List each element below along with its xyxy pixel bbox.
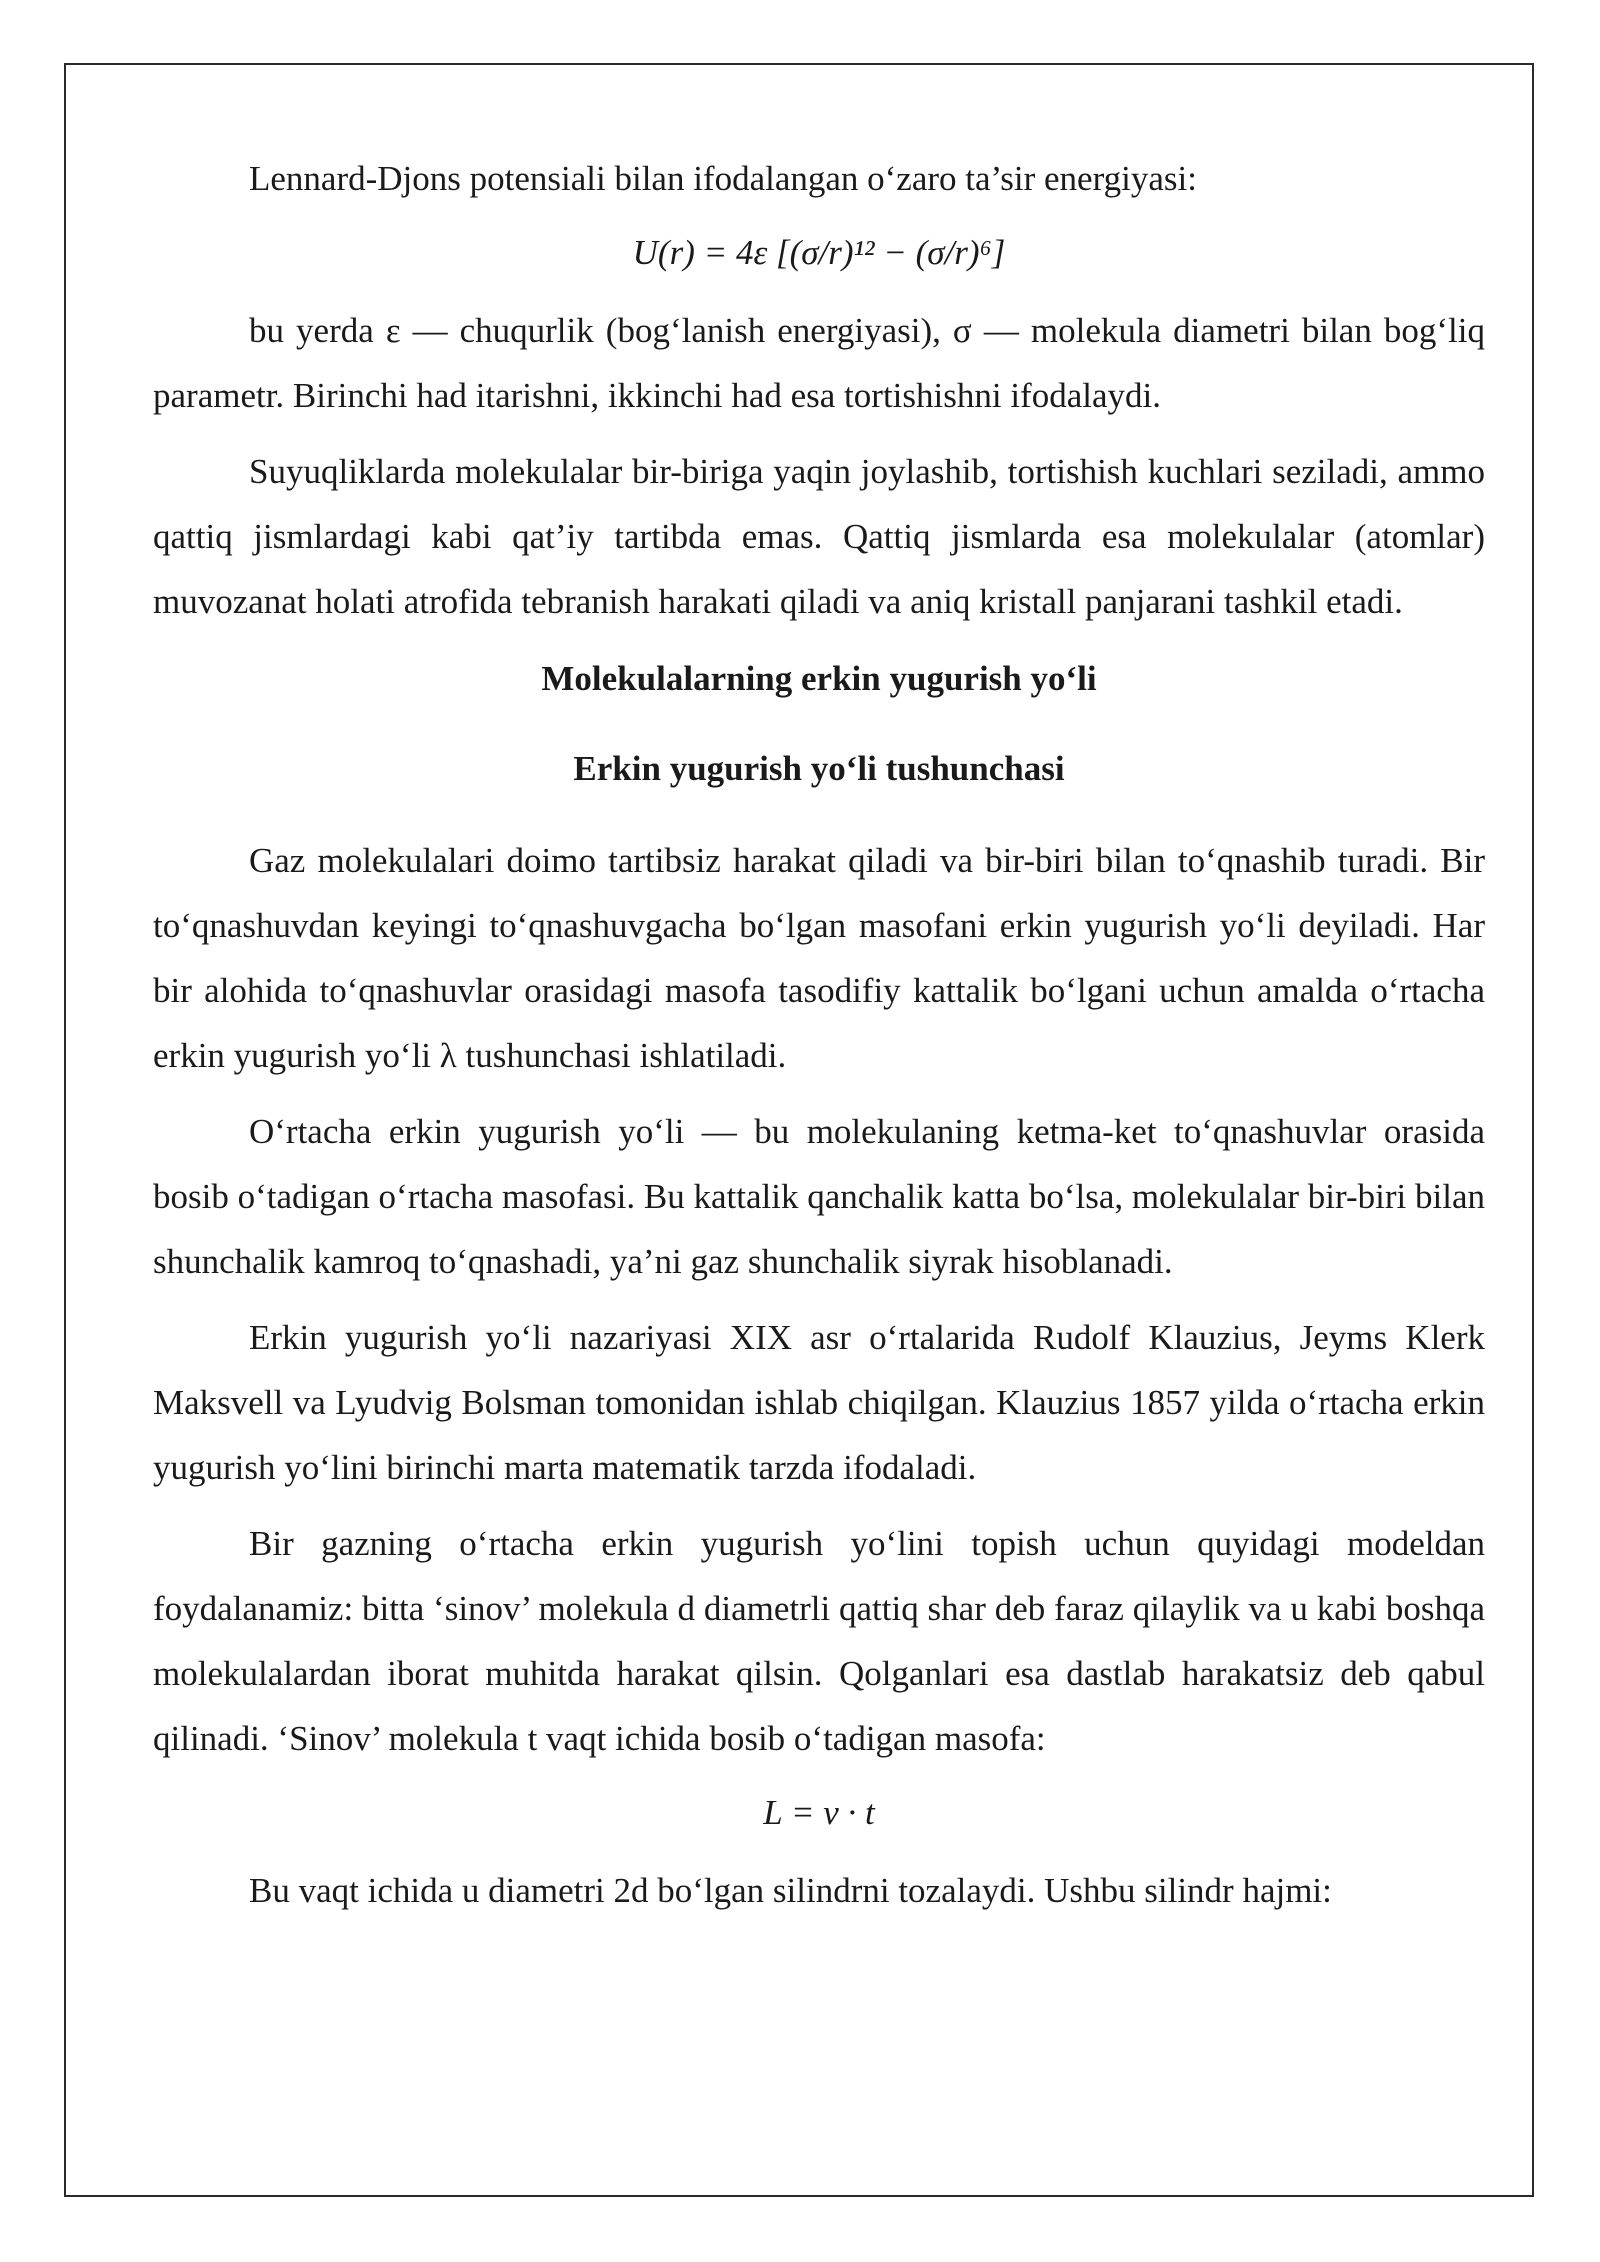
paragraph-liquids-solids: Suyuqliklarda molekulalar bir-biriga yaqin joylashib, tortishish kuchlari seziladi, ammo qattiq jismlardagi kabi qat’iy tartibda emas. Qattiq jismlarda esa molekulalar (atomlar) muvozanat holati atrofida tebranish harakati qiladi va aniq kristall panjarani tashkil etadi. — [153, 452, 1485, 621]
document-body — [153, 146, 1485, 1934]
paragraph-mean-free-path-definition: O‘rtacha erkin yugurish yo‘li — bu molekulaning ketma-ket to‘qnashuvlar orasida bosib o‘tadigan o‘rtacha masofasi. Bu kattalik qanchalik katta bo‘lsa, molekulalar bir-biri bilan shunchalik kamroq to‘qnashadi, ya’ni gaz shunchalik siyrak hisoblanadi. — [153, 1112, 1485, 1281]
paragraph-explanation: bu yerda ε — chuqurlik (bog‘lanish energiyasi), σ — molekula diametri bilan bog‘liq parametr. Birinchi had itarishni, ikkinchi had esa tortishishni ifodalaydi. — [153, 311, 1485, 415]
paragraph-cylinder: Bu vaqt ichida u diametri 2d bo‘lgan silindrni tozalaydi. Ushbu silindr hajmi: — [249, 1871, 1332, 1910]
paragraph-intro: Lennard-Djons potensiali bilan ifodalangan o‘zaro ta’sir energiyasi: — [249, 159, 1197, 198]
formula-lennard-jones: U(r) = 4ε [(σ/r)¹² − (σ/r)⁶] — [632, 233, 1006, 272]
subsection-heading: Erkin yugurish yo‘li tushunchasi — [573, 749, 1065, 788]
paragraph-collisions: Gaz molekulalari doimo tartibsiz harakat qiladi va bir-biri bilan to‘qnashib turadi. Bir to‘qnashuvdan keyingi to‘qnashuvgacha bo‘lgan masofani erkin yugurish yo‘li deyiladi. Har bir alohida to‘qnashuvlar orasidagi masofa tasodifiy kattalik bo‘lgani uchun amalda o‘rtacha erkin yugurish yo‘li λ tushunchasi ishlatiladi. — [153, 841, 1485, 1075]
section-heading: Molekulalarning erkin yugurish yo‘li — [541, 659, 1097, 698]
paragraph-model: Bir gazning o‘rtacha erkin yugurish yo‘lini topish uchun quyidagi modeldan foydalanamiz: bitta ‘sinov’ molekula d diametrli qattiq shar deb faraz qilaylik va u kabi boshqa molekulalardan iborat muhitda harakat qilsin. Qolganlari esa dastlab harakatsiz deb qabul qilinadi. ‘Sinov’ molekula t vaqt ichida bosib o‘tadigan masofa: — [153, 1524, 1485, 1758]
formula-distance: L = v · t — [763, 1793, 875, 1832]
paragraph-history: Erkin yugurish yo‘li nazariyasi XIX asr o‘rtalarida Rudolf Klauzius, Jeyms Klerk Maksvell va Lyudvig Bolsman tomonidan ishlab chiqilgan. Klauzius 1857 yilda o‘rtacha erkin yugurish yo‘lini birinchi marta matematik tarzda ifodaladi. — [153, 1318, 1485, 1487]
